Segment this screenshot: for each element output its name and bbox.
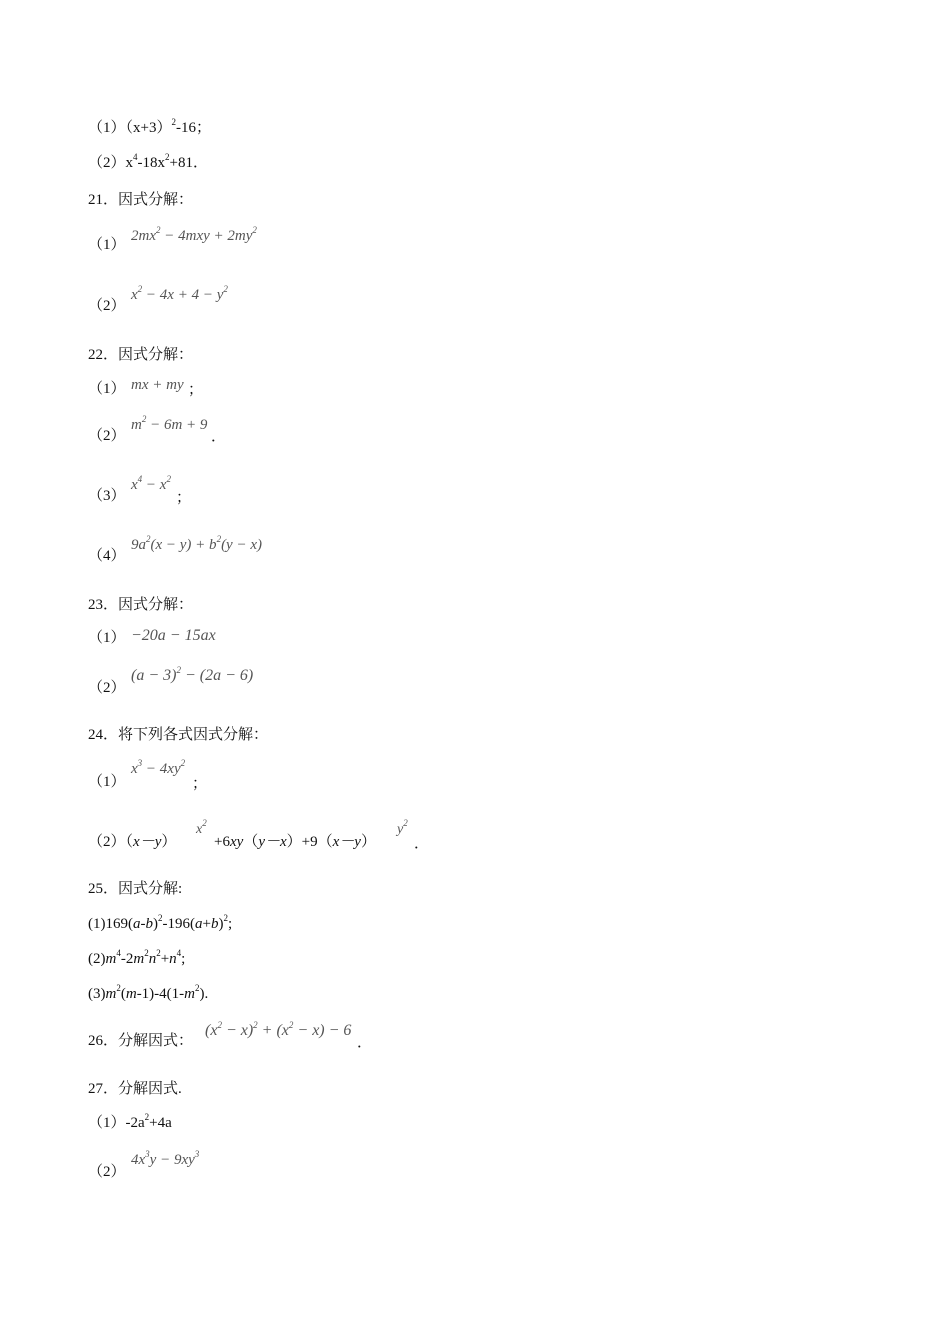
q22-item-2-end: ． xyxy=(211,429,227,445)
q22-item-3-end: ； xyxy=(176,490,192,506)
math-superscript: 2 xyxy=(252,225,257,235)
q24-item-2-middle: +6xy（y－x）+9（x－y） xyxy=(214,834,376,850)
q26-heading: 26．分解因式： xyxy=(88,1033,194,1049)
math-superscript: 3 xyxy=(137,758,143,768)
q22-item-3-expr xyxy=(131,476,171,494)
math-superscript: 2 xyxy=(223,284,228,294)
math-superscript: 2 xyxy=(141,414,147,424)
math-term: x xyxy=(131,287,138,303)
q27-item-2-expr xyxy=(131,1151,199,1169)
q21-item-1-expr xyxy=(131,227,257,245)
math-superscript: 2 xyxy=(137,284,143,294)
text-segment: 2 xyxy=(116,983,121,993)
text-segment: + xyxy=(202,916,211,932)
text-segment: m xyxy=(125,986,137,1002)
q21-item-2-label: （2） xyxy=(88,298,126,314)
q22-item-1-expr xyxy=(131,376,184,394)
q24-heading: 24．将下列各式因式分解： xyxy=(88,727,269,743)
math-superscript: 2 xyxy=(180,758,186,768)
math-term: 9a xyxy=(131,537,146,553)
text-segment: m xyxy=(105,986,117,1002)
q27-heading: 27．分解因式. xyxy=(88,1081,182,1097)
text-segment: (3) xyxy=(88,986,106,1002)
math-term: 2mx xyxy=(131,228,156,244)
text-segment: 4 xyxy=(176,948,182,958)
text-segment: 2 xyxy=(156,948,161,958)
math-term: − (2a − 6) xyxy=(180,667,254,684)
q24-item-2-x2: $x^2$ xyxy=(196,818,207,837)
math-term: mx + my xyxy=(131,377,184,393)
text-segment: ). xyxy=(199,986,209,1002)
q24-item-1-expr xyxy=(131,760,185,778)
text-segment: (1)169( xyxy=(88,916,133,932)
q24-item-2-y2: $y^2$ xyxy=(397,818,408,837)
q23-item-2-label: （2） xyxy=(88,680,126,696)
text-segment: m xyxy=(105,951,117,967)
text-segment: -2 xyxy=(120,951,134,967)
q25-item-1 xyxy=(88,915,232,933)
text-segment: m xyxy=(133,951,145,967)
math-term: − 4x + 4 − y xyxy=(142,287,224,303)
math-term: (y − x) xyxy=(221,537,262,553)
math-term: (x xyxy=(205,1022,218,1039)
q24-item-2: （2）（x－y） xyxy=(88,834,177,850)
q24-item-1-end: ； xyxy=(192,776,208,792)
q21-item-2-expr xyxy=(131,286,228,304)
text-segment: 2 xyxy=(195,983,200,993)
math-term: x xyxy=(131,761,138,777)
text-segment: -196( xyxy=(162,916,195,932)
p20-item-1: $(1)(x+3)^2-16$； xyxy=(88,117,211,136)
p20-item-2: $(2)x^4-18x^2+81$． xyxy=(88,152,208,171)
math-term: (a − 3) xyxy=(131,667,177,684)
math-superscript: 2 xyxy=(176,665,181,675)
math-term: + (x xyxy=(257,1022,289,1039)
q23-heading: 23．因式分解： xyxy=(88,597,194,613)
math-superscript: 2 xyxy=(288,1020,294,1030)
q22-item-1-end: ； xyxy=(188,382,204,398)
text-segment: b xyxy=(145,916,153,932)
q26-end: ． xyxy=(357,1035,373,1051)
q21-heading: 21．因式分解： xyxy=(88,192,194,208)
q22-heading: 22．因式分解： xyxy=(88,347,194,363)
text-segment: - xyxy=(140,916,146,932)
q23-item-1-label: （1） xyxy=(88,630,126,646)
q22-item-4-expr xyxy=(131,536,262,554)
math-term: 4x xyxy=(131,1152,146,1168)
q25-item-3 xyxy=(88,985,208,1003)
math-superscript: 4 xyxy=(137,474,143,484)
text-segment: 2 xyxy=(223,913,228,923)
text-segment: n xyxy=(148,951,157,967)
text-segment: + xyxy=(160,951,170,967)
text-segment: -1)-4(1- xyxy=(136,986,185,1002)
math-superscript: 3 xyxy=(145,1149,150,1159)
text-segment: a xyxy=(133,916,141,932)
text-segment: a xyxy=(195,916,203,932)
q22-item-1-label: （1） xyxy=(88,381,126,397)
math-term: − x xyxy=(142,477,167,493)
text-segment: ) xyxy=(153,916,158,932)
q25-item-2 xyxy=(88,950,185,968)
text-segment: ( xyxy=(120,986,126,1002)
text-segment: 2 xyxy=(144,948,149,958)
text-segment: (2) xyxy=(88,951,106,967)
math-term: − 6m + 9 xyxy=(146,417,208,433)
text-segment: b xyxy=(210,916,219,932)
math-term: −20a − 15ax xyxy=(131,627,216,644)
q27-item-2-label: （2） xyxy=(88,1164,126,1180)
math-superscript: 2 xyxy=(253,1020,258,1030)
math-term: − x) xyxy=(221,1022,254,1039)
text-segment: 4 xyxy=(116,948,121,958)
text-segment: ; xyxy=(181,951,186,967)
math-superscript: 2 xyxy=(216,534,222,544)
q23-item-2-expr xyxy=(131,667,253,685)
text-segment: 2 xyxy=(158,913,163,923)
q22-item-2-expr xyxy=(131,416,207,434)
math-term: − 4xy xyxy=(142,761,181,777)
math-term: (x − y) + b xyxy=(150,537,217,553)
q26-expr xyxy=(205,1022,351,1040)
math-superscript: 2 xyxy=(146,534,151,544)
math-superscript: 2 xyxy=(217,1020,222,1030)
math-superscript: 2 xyxy=(166,474,171,484)
q24-item-1-label: （1） xyxy=(88,774,126,790)
q22-item-2-label: （2） xyxy=(88,428,126,444)
math-term: m xyxy=(131,417,142,433)
math-superscript: 2 xyxy=(156,225,161,235)
q23-item-1-expr xyxy=(131,627,216,645)
math-term: − x) − 6 xyxy=(293,1022,352,1039)
q24-item-2-end: ． xyxy=(414,836,430,852)
text-segment: n xyxy=(169,951,177,967)
q25-heading: 25．因式分解: xyxy=(88,881,183,897)
q21-item-1-label: （1） xyxy=(88,237,126,253)
math-superscript: 3 xyxy=(194,1149,200,1159)
text-segment: ) xyxy=(218,916,224,932)
math-term: x xyxy=(131,477,138,493)
q27-item-1: $(1)-2a^2+4a$ xyxy=(88,1112,172,1131)
math-term: − 4mxy + 2my xyxy=(160,228,253,244)
q22-item-3-label: （3） xyxy=(88,488,126,504)
math-term: y − 9xy xyxy=(149,1152,195,1168)
q22-item-4-label: （4） xyxy=(88,548,126,564)
text-segment: m xyxy=(184,986,196,1002)
text-segment: ; xyxy=(227,916,233,932)
